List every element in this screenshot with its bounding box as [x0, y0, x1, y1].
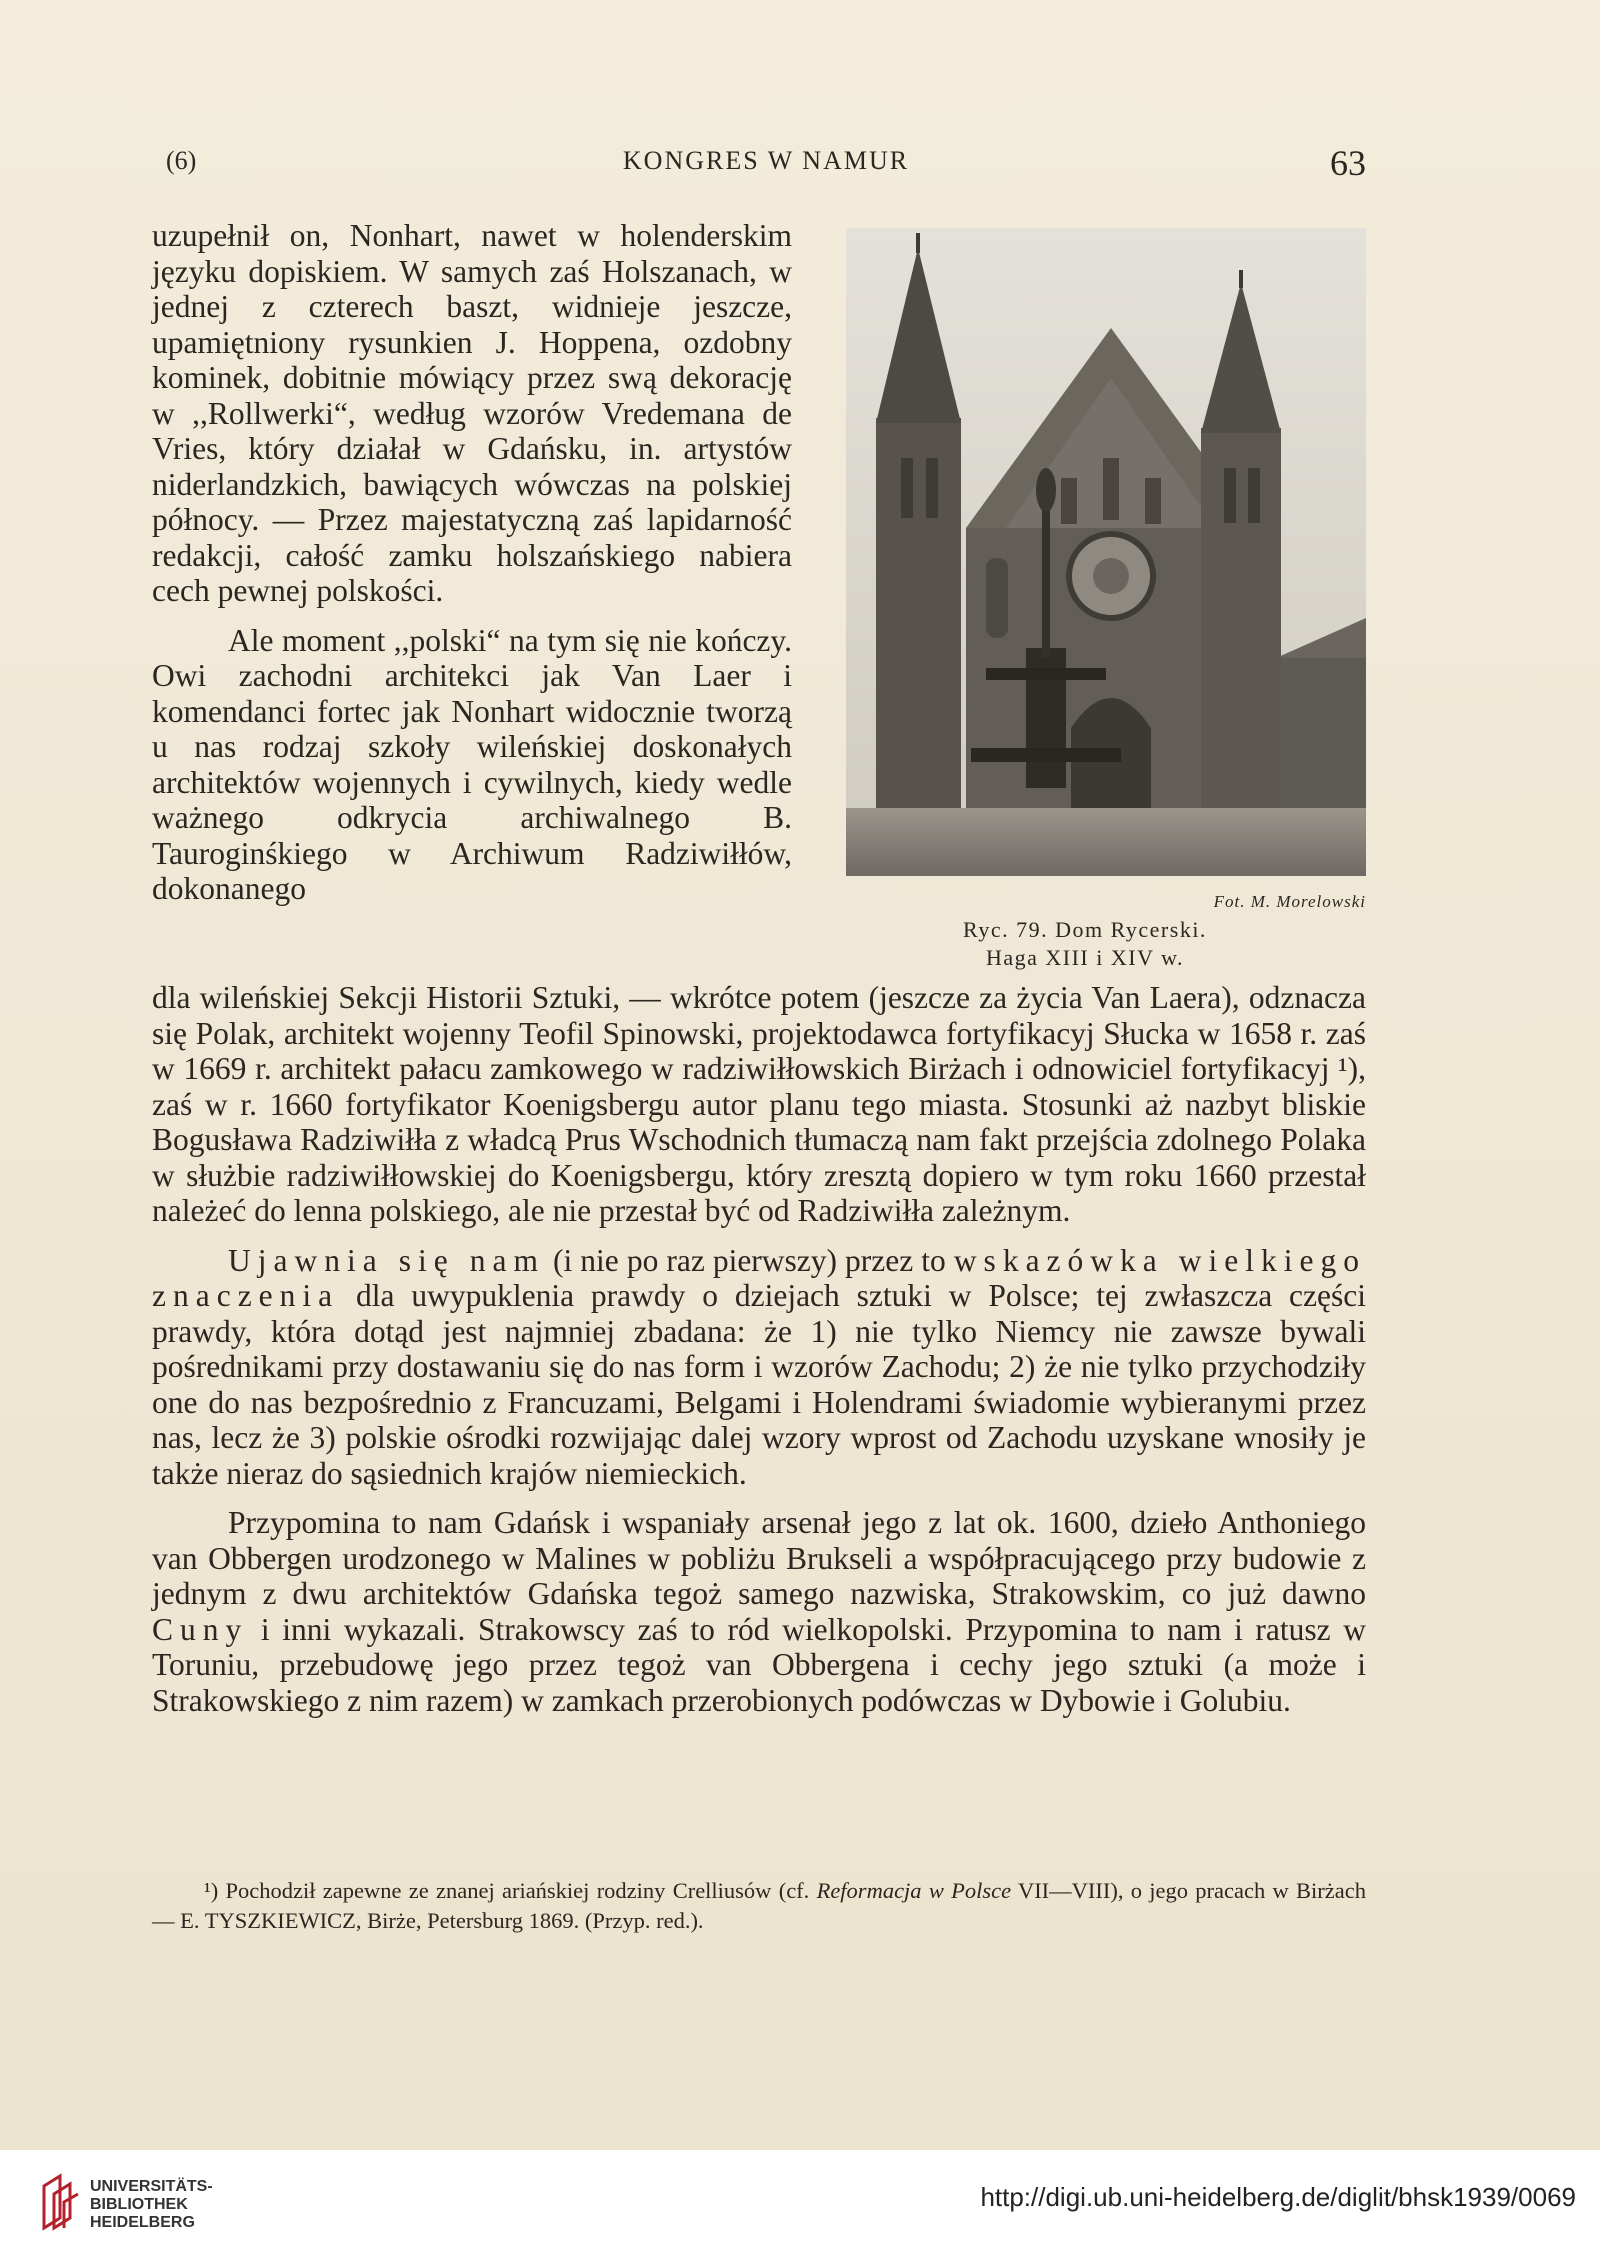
italic-title: Reformacja w Polsce — [816, 1878, 1012, 1903]
spaced-emphasis: wskazówka wielkiego znaczenia — [152, 1242, 1367, 1313]
footnote-marker: ¹) — [204, 1878, 219, 1903]
paragraph: dla wileńskiej Sekcji Historii Sztuki, — wkrótce potem (jeszcze za życia Van Laera), odznacza się Polak, architekt wojenny Teofil Spinowski, projektodawca fortyfikacyj Słucka w 1658 r. zaś w 1669 r. architekt pałacu zamkowego w radziwiłłowskich Birżach i odnowiciel fortyfikacyj ¹), zaś w r. 1660 fortyfikator Koenigsbergu autor planu tego miasta. Stosunki aż nazbyt bliskie Bogusława Radziwiłła z władcą Prus Wschodnich tłumaczą nam fakt przejścia zdolnego Polaka w służbie radziwiłłowskiej do Koenigsbergu, który zresztą dopiero w tym roku 1660 przestał należeć do lenna polskiego, ale nie przestał być od Radziwiłła zależnym. — [152, 980, 1366, 1228]
text-run: VII—VIII), o jego pracach w Birżach — E. TYSZKIEWICZ, Birże, Petersburg 1869. (Przyp. red.). — [152, 1878, 1366, 1933]
spaced-emphasis: Cuny — [152, 1611, 249, 1647]
running-title: KONGRES W NAMUR — [622, 146, 910, 175]
text-run: dla uwypuklenia prawdy o dziejach sztuki w Polsce; tej zwłaszcza części prawdy, która dotąd jest najmniej zbadana: że 1) nie tylko Niemcy nie zawsze bywali pośrednikami przy dostawaniu się do nas form i wzorów Zachodu; 2) że nie tylko przychodziły one do nas bezpośrednio z Francuzami, Belgami i Holendrami świadomie wybieranymi przez nas, lecz że 3) polskie ośrodki rozwijając dalej wzory wprost od Zachodu uzyskane wnosiły je także nieraz do sąsiednich krajów niemieckich. — [152, 1278, 1366, 1491]
footnote-text — [152, 1876, 1366, 1936]
caption-line: Haga XIII i XIV w. — [985, 945, 1185, 970]
text-run: i inni wykazali. Strakowscy zaś to ród wielkopolski. Przypomina to nam i ratusz w Toruniu, przebudowę jego przez tegoż van Obbergena i cechy jego sztuki (a może i Strakowskiego z nim razem) w zamkach przerobionych podówczas w Dybowie i Golubiu. — [152, 1611, 1366, 1718]
text-run: Przypomina to nam Gdańsk i wspaniały arsenał jego z lat ok. 1600, dzieło Anthoniego van Obbergen urodzonego w Malines w pobliżu Brukseli a współpracującego przy budowie z jednym z dwu architektów Gdańska tegoż samego nazwiska, Strakowskim, co już dawno — [152, 1505, 1366, 1611]
library-name-line: BIBLIOTHEK — [90, 2196, 188, 2213]
paragraph — [152, 1243, 1366, 1492]
footnote — [152, 1876, 1366, 1936]
figure-caption — [860, 916, 1310, 972]
library-name-line: UNIVERSITÄTS- — [90, 2178, 213, 2195]
library-name — [90, 2178, 213, 2232]
section-number: (6) — [166, 146, 197, 175]
library-name-line: HEIDELBERG — [90, 2214, 195, 2231]
library-logo-icon — [40, 2172, 80, 2232]
spaced-emphasis: Ujawnia się nam — [228, 1242, 545, 1278]
source-url-link[interactable]: http://digi.ub.uni-heidelberg.de/diglit/bhsk1939/0069 — [980, 2182, 1576, 2212]
photo-dom-rycerski — [846, 228, 1366, 876]
full-width-text — [152, 980, 1366, 1718]
paragraph: uzupełnił on, Nonhart, nawet w holenderskim języku dopiskiem. W samych zaś Holszanach, w jednej z czterech baszt, widnieje jeszcze, upamiętniony rysunkien J. Hoppena, ozdobny kominek, dobitnie mówiący przez swą dekorację w ,,Rollwerki“, według wzorów Vredemana de Vries, który działał w Gdańsku, in. artystów niderlandzkich, bawiących wówczas na polskiej północy. — Przez majestatyczną zaś lapidarność redakcji, całość zamku holszańskiego nabiera cech pewnej polskości. — [152, 218, 792, 608]
page-number: 63 — [1330, 143, 1366, 183]
caption-line: Ryc. 79. Dom Rycerski. — [963, 917, 1207, 942]
library-footer — [0, 2150, 1600, 2265]
gothic-hall-photo — [846, 228, 1366, 876]
paragraph: Ale moment ,,polski“ na tym się nie kończy. Owi zachodni architekci jak Van Laer i komendanci fortec jak Nonhart widocznie tworzą u nas rodzaj szkoły wileńskiej doskonałych architektów wojennych i cywilnych, kiedy wedle ważnego odkrycia archiwalnego B. Tauroginśkiego w Archiwum Radziwiłłów, dokonanego — [152, 622, 792, 906]
text-run: Pochodził zapewne ze znanej ariańskiej rodziny Crelliusów (cf. — [218, 1878, 817, 1903]
left-column-text — [152, 218, 792, 907]
running-header — [166, 142, 1366, 192]
photo-credit: Fot. M. Morelowski — [1213, 892, 1366, 911]
paragraph — [152, 1505, 1366, 1718]
text-run: (i nie po raz pierwszy) przez to — [545, 1242, 954, 1278]
